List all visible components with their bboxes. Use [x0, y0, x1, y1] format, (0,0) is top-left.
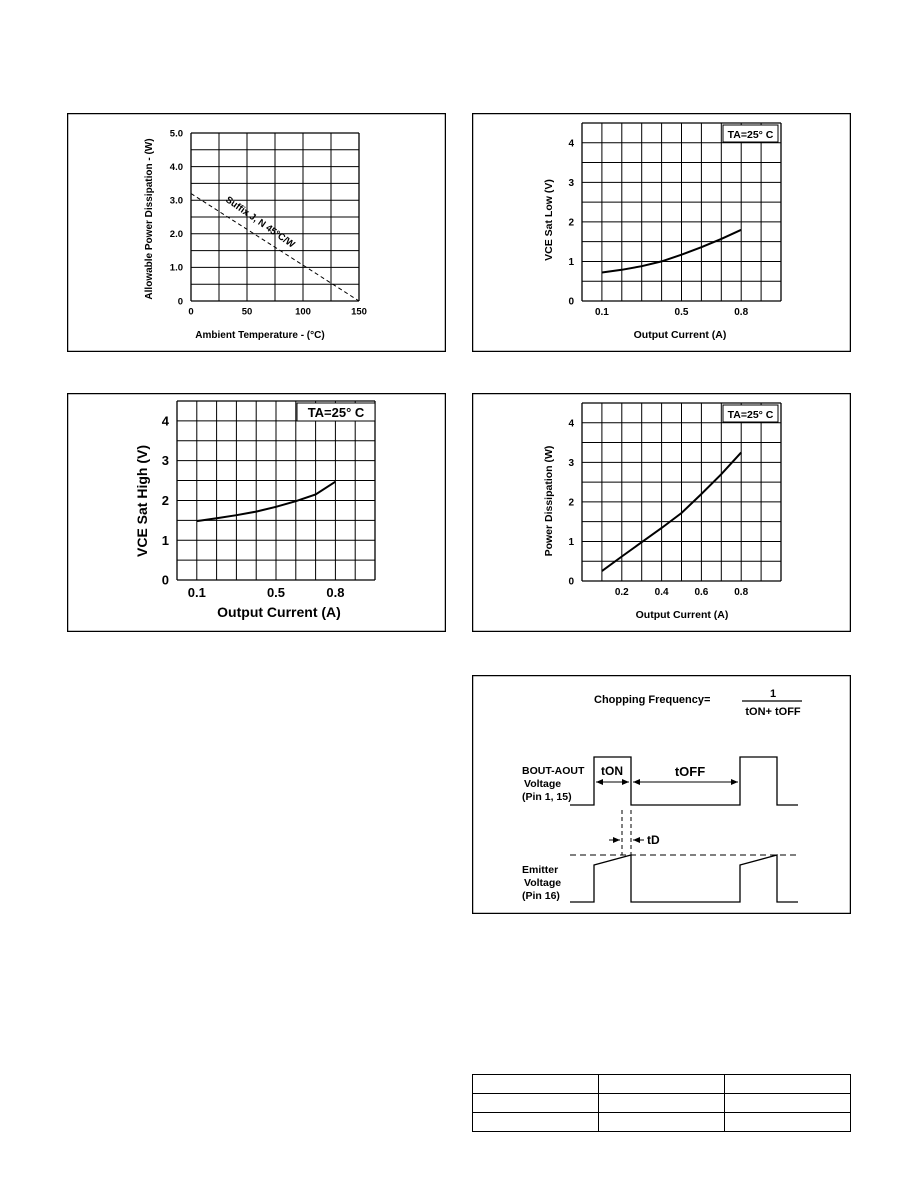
table-row: [473, 1113, 851, 1132]
formula-denominator: tON+ tOFF: [745, 706, 801, 718]
x-tick-label: 0.8: [734, 307, 749, 318]
y-axis-label: Power Dissipation (W): [543, 445, 555, 557]
table-cell: [473, 1113, 599, 1132]
table-cell: [599, 1094, 725, 1113]
x-tick-label: 150: [351, 306, 367, 318]
table-cell: [725, 1075, 851, 1094]
y-axis-label: Allowable Power Dissipation - (W): [144, 138, 155, 300]
y-tick-label: 0: [568, 576, 574, 588]
x-tick-label: 0.6: [694, 587, 709, 598]
x-tick-label: 0.1: [187, 585, 206, 600]
table-cell: [725, 1113, 851, 1132]
y-tick-label: 4: [568, 418, 574, 430]
y-tick-label: 3: [568, 177, 574, 189]
x-axis-label: Output Current (A): [633, 329, 727, 341]
table-cell: [725, 1094, 851, 1113]
y-tick-label: 3: [161, 453, 169, 469]
table-row: [473, 1075, 851, 1094]
bout-voltage-label: Voltage: [524, 778, 562, 790]
y-tick-label: 2: [568, 497, 574, 509]
bout-pins-label: (Pin 1, 15): [522, 791, 572, 803]
series-label: Suffix J, N 45°C/W: [223, 194, 297, 251]
y-tick-label: 4.0: [169, 161, 183, 173]
emitter-voltage-label: Voltage: [524, 877, 562, 889]
chart-frame: [68, 114, 446, 352]
timing-diagram: [472, 675, 851, 914]
y-axis-label: VCE Sat Low (V): [543, 179, 555, 261]
y-tick-label: 0: [568, 296, 574, 308]
y-tick-label: 4: [161, 413, 169, 429]
annotation-label: TA=25° C: [307, 405, 365, 420]
y-tick-label: 0: [161, 572, 169, 588]
x-tick-label: 0.5: [266, 585, 286, 600]
y-tick-label: 1.0: [169, 262, 183, 274]
table-cell: [599, 1075, 725, 1094]
x-axis-label: Output Current (A): [217, 604, 341, 620]
formula-numerator: 1: [769, 688, 777, 700]
x-tick-label: 0.4: [654, 587, 669, 598]
x-tick-label: 0: [188, 306, 194, 318]
y-tick-label: 2: [568, 217, 574, 229]
chart-power-dissipation: [472, 393, 851, 632]
x-tick-label: 0.8: [734, 587, 749, 598]
x-tick-label: 0.8: [326, 585, 345, 600]
y-tick-label: 1: [568, 256, 574, 268]
y-tick-label: 1: [161, 532, 169, 548]
x-tick-label: 0.2: [614, 587, 629, 598]
x-tick-label: 50: [241, 306, 253, 318]
y-tick-label: 4: [568, 138, 574, 150]
y-tick-label: 1: [568, 536, 574, 548]
table-row: [473, 1094, 851, 1113]
x-tick-label: 100: [295, 306, 311, 318]
y-tick-label: 3.0: [169, 195, 183, 207]
chart-vce-sat-low: [472, 113, 851, 352]
bout-label: BOUT-AOUT: [522, 765, 585, 777]
x-axis-label: Output Current (A): [635, 609, 729, 621]
table-cell: [473, 1094, 599, 1113]
x-tick-label: 0.1: [594, 307, 609, 318]
x-axis-label: Ambient Temperature - (°C): [195, 330, 325, 341]
emitter-label: Emitter: [522, 864, 559, 876]
empty-table: [472, 1074, 851, 1132]
y-tick-label: 5.0: [169, 128, 183, 140]
t-off-label: tOFF: [674, 764, 706, 779]
x-tick-label: 0.5: [674, 307, 689, 318]
emitter-pins-label: (Pin 16): [522, 890, 560, 902]
y-tick-label: 2: [161, 492, 169, 508]
chart-vce-sat-high: [67, 393, 446, 632]
table-cell: [473, 1075, 599, 1094]
y-tick-label: 2.0: [169, 229, 183, 241]
annotation-label: TA=25° C: [727, 409, 774, 421]
table-cell: [599, 1113, 725, 1132]
annotation-label: TA=25° C: [727, 129, 774, 141]
formula-label: Chopping Frequency=: [594, 694, 711, 706]
y-tick-label: 3: [568, 457, 574, 469]
t-d-label: tD: [647, 833, 660, 847]
y-axis-label: VCE Sat High (V): [134, 444, 150, 558]
chart-power-derating: [67, 113, 446, 352]
y-tick-label: 0: [177, 296, 183, 308]
t-on-label: tON: [601, 764, 623, 778]
